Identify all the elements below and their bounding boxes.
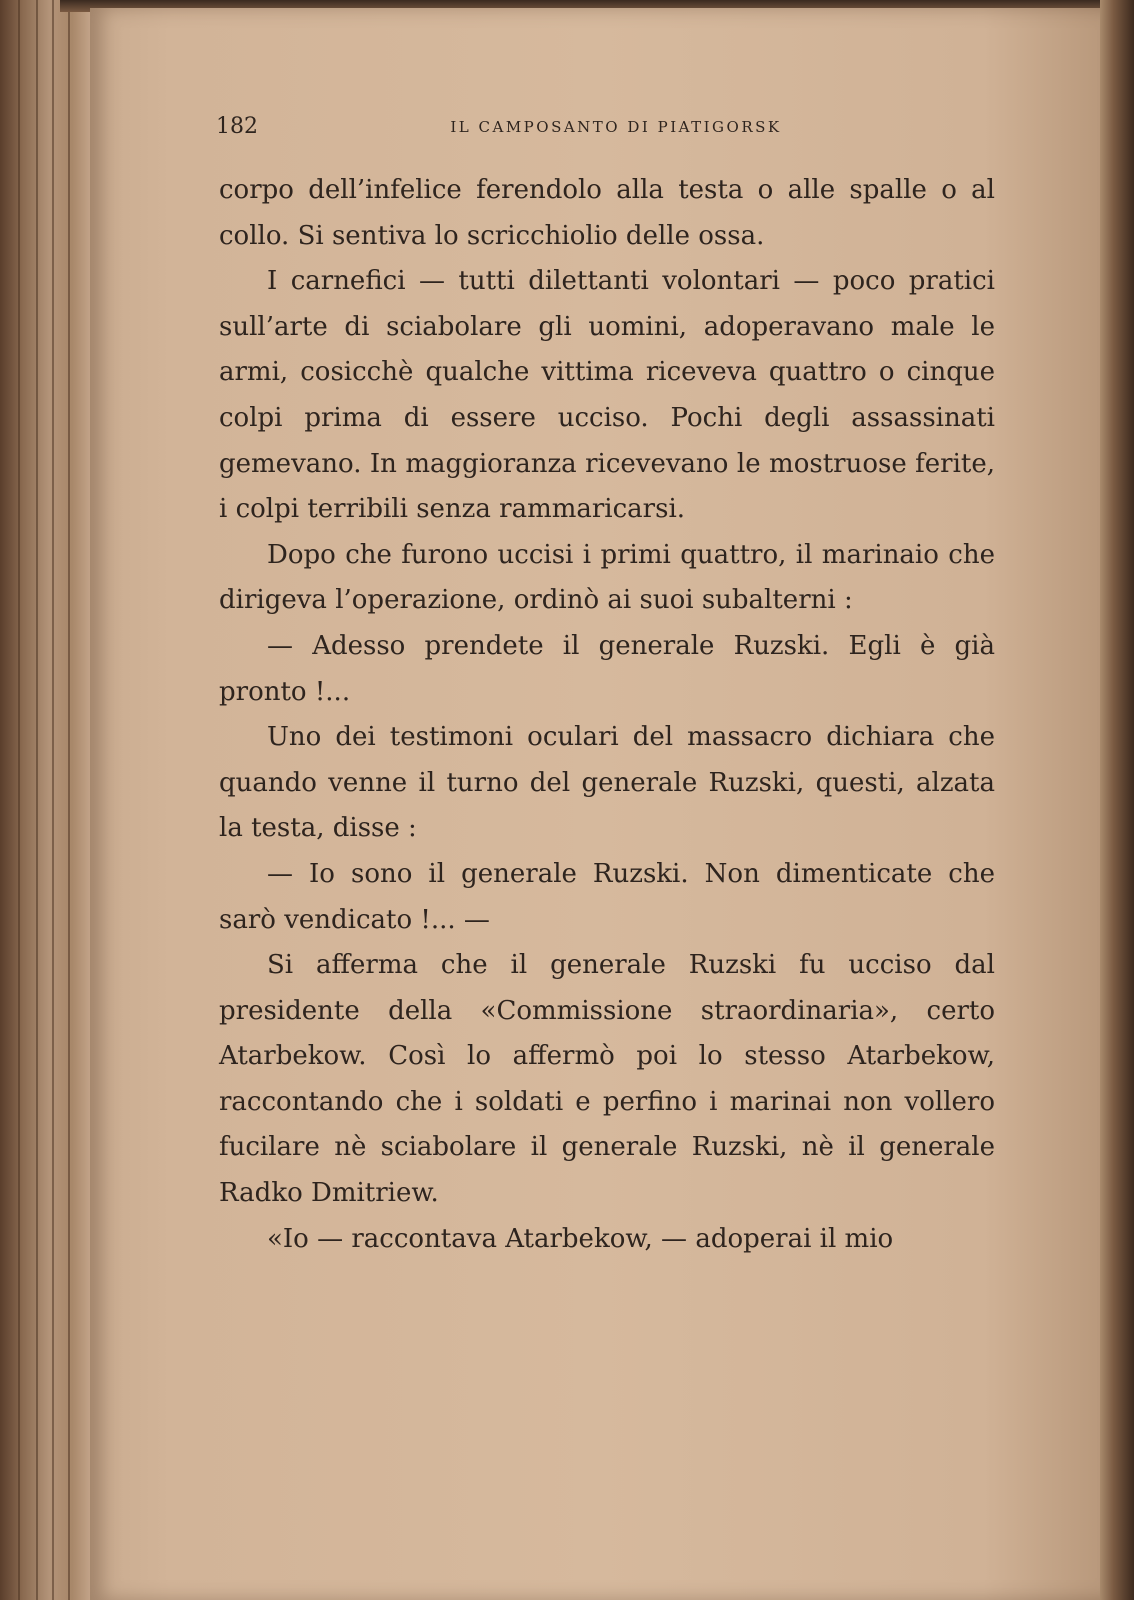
paragraph: — Adesso prendete il generale Ruzski. Egli è già pronto !... <box>219 630 995 707</box>
page-edge <box>1100 0 1134 1600</box>
running-title: IL CAMPOSANTO DI PIATIGORSK <box>450 118 782 136</box>
paragraph: «Io — raccontava Atarbekow, — adoperai il mio <box>267 1223 894 1254</box>
body-text <box>219 168 995 1262</box>
paragraph: Uno dei testimoni oculari del massacro dichiara che quando venne il turno del generale Ruzski, questi, alzata la testa, disse : <box>219 722 995 844</box>
paragraph: corpo dell’infelice ferendolo alla testa o alle spalle o al collo. Si sentiva lo scricchiolio delle ossa. <box>219 175 995 251</box>
paragraph: Si afferma che il generale Ruzski fu ucciso dal presidente della «Commissione straordinaria», certo Atarbekow. Così lo affermò poi lo stesso Atarbekow, raccontando che i soldati e perfino i marinai non vollero fucilare nè sciabolare il generale Ruzski, nè il generale Radko Dmitriew. <box>219 950 995 1209</box>
paragraph: — Io sono il generale Ruzski. Non dimenticate che sarò vendicato !... — <box>219 858 995 935</box>
paragraph: I carnefici — tutti dilettanti volontari — poco pratici sull’arte di sciabolare gli uomini, adoperavano male le armi, cosicchè qualche vittima riceveva quattro o cinque colpi prima di essere ucciso. Pochi degli assassinati gemevano. In maggioranza ricevevano le mostruose ferite, i colpi terribili senza rammaricarsi. <box>219 266 995 525</box>
book-spine <box>0 0 90 1600</box>
paragraph: Dopo che furono uccisi i primi quattro, il marinaio che dirigeva l’operazione, ordinò ai suoi subalterni : <box>219 539 995 616</box>
page-header <box>216 114 1006 146</box>
page-number: 182 <box>216 114 258 139</box>
